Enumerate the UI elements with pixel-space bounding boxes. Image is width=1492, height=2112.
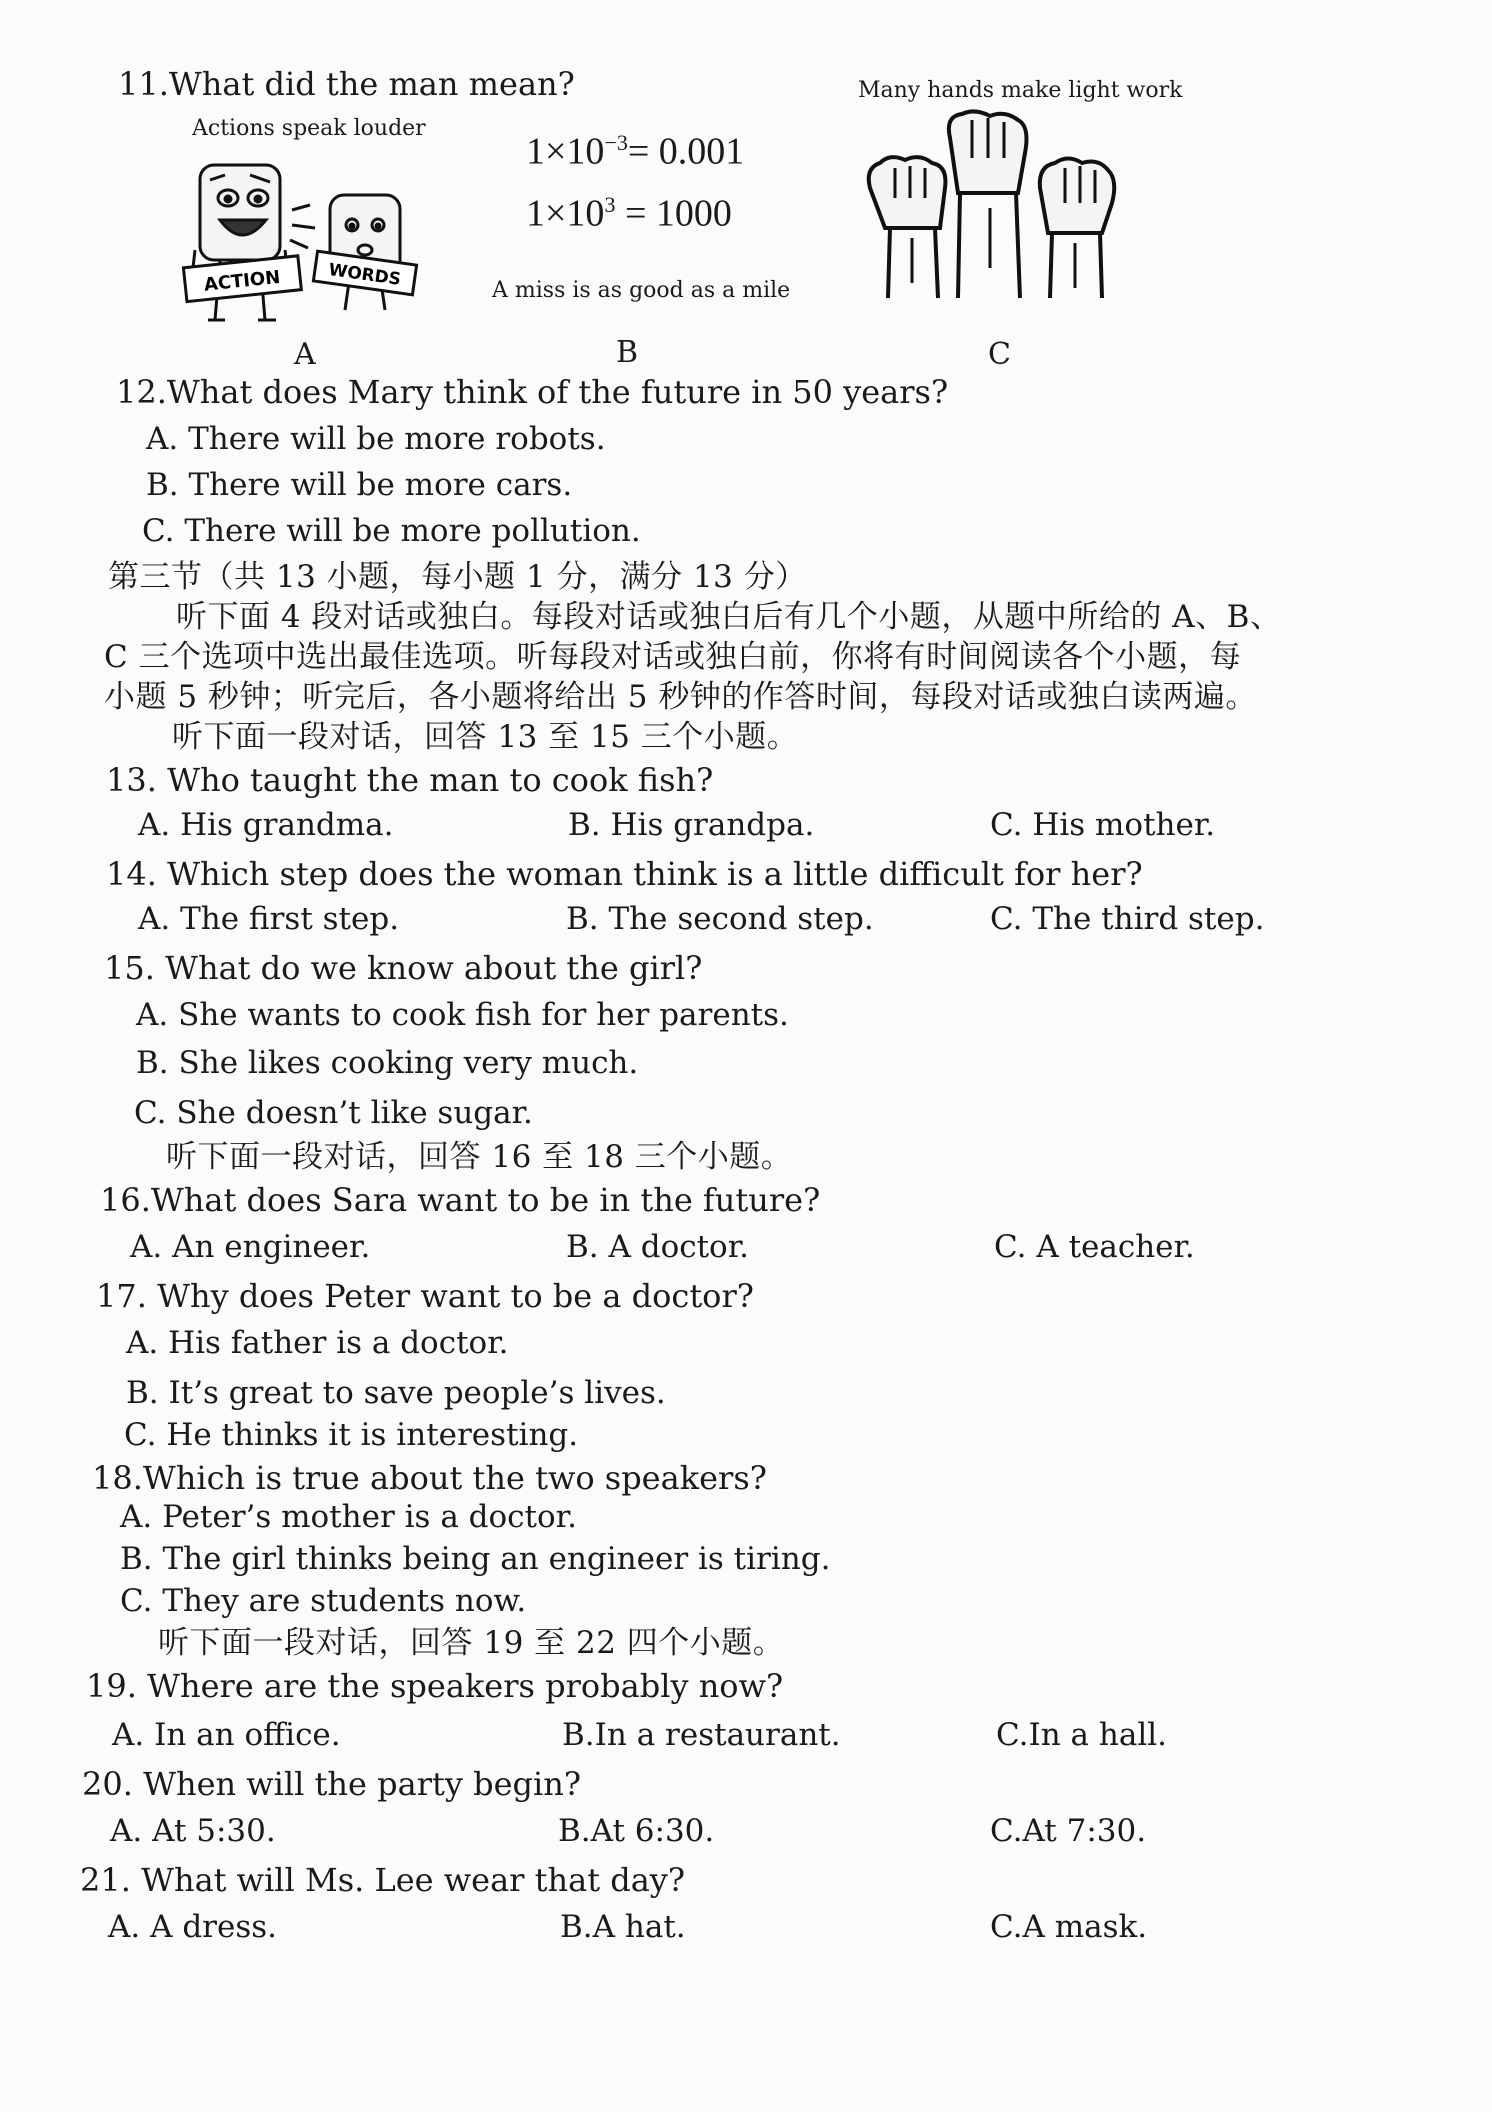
q15-option-c: C. She doesn’t like sugar. (134, 1095, 533, 1131)
q17-option-c: C. He thinks it is interesting. (124, 1417, 579, 1453)
q11-question: 11.What did the man mean? (118, 65, 575, 103)
section3-instruction-line-2: C 三个选项中选出最佳选项。听每段对话或独白前，你将有时间阅读各个小题，每 (104, 639, 1242, 675)
q21-option-b: B.A hat. (560, 1909, 686, 1945)
q13-question: 13. Who taught the man to cook fish? (106, 761, 714, 799)
q14-option-b: B. The second step. (566, 901, 874, 937)
q14-option-c: C. The third step. (990, 901, 1265, 937)
raised-fists-illustration (850, 108, 1130, 308)
q19-option-b: B.In a restaurant. (562, 1717, 841, 1753)
q18-question: 18.Which is true about the two speakers? (92, 1459, 767, 1497)
q18-option-b: B. The girl thinks being an engineer is tiring. (120, 1541, 831, 1577)
q20-question: 20. When will the party begin? (82, 1765, 581, 1803)
q12-option-a: A. There will be more robots. (146, 421, 606, 457)
q16-option-b: B. A doctor. (566, 1229, 749, 1265)
q16-option-a: A. An engineer. (130, 1229, 371, 1265)
dialogue-1-instruction: 听下面一段对话，回答 13 至 15 三个小题。 (172, 719, 799, 755)
q21-option-c: C.A mask. (990, 1909, 1148, 1945)
dialogue-3-instruction: 听下面一段对话，回答 19 至 22 四个小题。 (158, 1625, 785, 1661)
q18-option-a: A. Peter’s mother is a doctor. (120, 1499, 577, 1535)
q14-question: 14. Which step does the woman think is a little difficult for her? (106, 855, 1143, 893)
q11-option-b-letter: B (616, 335, 639, 370)
q12-question: 12.What does Mary think of the future in 50 years? (116, 373, 949, 411)
q20-option-c: C.At 7:30. (990, 1813, 1147, 1849)
q15-option-b: B. She likes cooking very much. (136, 1045, 639, 1081)
q11-option-c-letter: C (988, 337, 1011, 372)
action-sign-text: ACTION (203, 266, 282, 296)
section3-instruction-line-3: 小题 5 秒钟；听完后，各小题将给出 5 秒钟的作答时间，每段对话或独白读两遍。 (104, 679, 1257, 715)
q16-option-c: C. A teacher. (994, 1229, 1195, 1265)
q15-question: 15. What do we know about the girl? (104, 949, 703, 987)
section3-heading: 第三节（共 13 小题，每小题 1 分，满分 13 分） (108, 559, 807, 595)
q14-option-a: A. The first step. (138, 901, 400, 937)
dialogue-2-instruction: 听下面一段对话，回答 16 至 18 三个小题。 (166, 1139, 793, 1175)
q11-panel-a-caption: Actions speak louder (192, 116, 426, 141)
q21-option-a: A. A dress. (108, 1909, 278, 1945)
q20-option-a: A. At 5:30. (110, 1813, 276, 1849)
q20-option-b: B.At 6:30. (558, 1813, 715, 1849)
q19-option-c: C.In a hall. (996, 1717, 1167, 1753)
q13-option-c: C. His mother. (990, 807, 1216, 843)
q11-equation-2: $1\times 10^3 = 1000$ (526, 192, 732, 235)
q16-question: 16.What does Sara want to be in the future? (100, 1181, 821, 1219)
q11-option-a-letter: A (294, 337, 316, 372)
q13-option-a: A. His grandma. (138, 807, 394, 843)
q11-panel-b-caption: A miss is as good as a mile (492, 278, 791, 303)
q19-question: 19. Where are the speakers probably now? (86, 1667, 784, 1705)
q11-equation-1: $1\times 10^{-3}= 0.001$ (526, 130, 745, 173)
actions-words-cartoon-illustration (180, 150, 430, 330)
q19-option-a: A. In an office. (112, 1717, 341, 1753)
q17-option-a: A. His father is a doctor. (126, 1325, 509, 1361)
q12-option-c: C. There will be more pollution. (142, 513, 641, 549)
q11-panel-c-caption: Many hands make light work (858, 78, 1183, 103)
section3-instruction-line-1: 听下面 4 段对话或独白。每段对话或独白后有几个小题，从题中所给的 A、B、 (176, 599, 1282, 635)
q13-option-b: B. His grandpa. (568, 807, 815, 843)
q17-option-b: B. It’s great to save people’s lives. (126, 1375, 666, 1411)
q18-option-c: C. They are students now. (120, 1583, 527, 1619)
q17-question: 17. Why does Peter want to be a doctor? (96, 1277, 754, 1315)
words-sign-text: WORDS (327, 260, 403, 290)
q21-question: 21. What will Ms. Lee wear that day? (80, 1861, 686, 1899)
q15-option-a: A. She wants to cook fish for her parents. (136, 997, 789, 1033)
q12-option-b: B. There will be more cars. (146, 467, 573, 503)
